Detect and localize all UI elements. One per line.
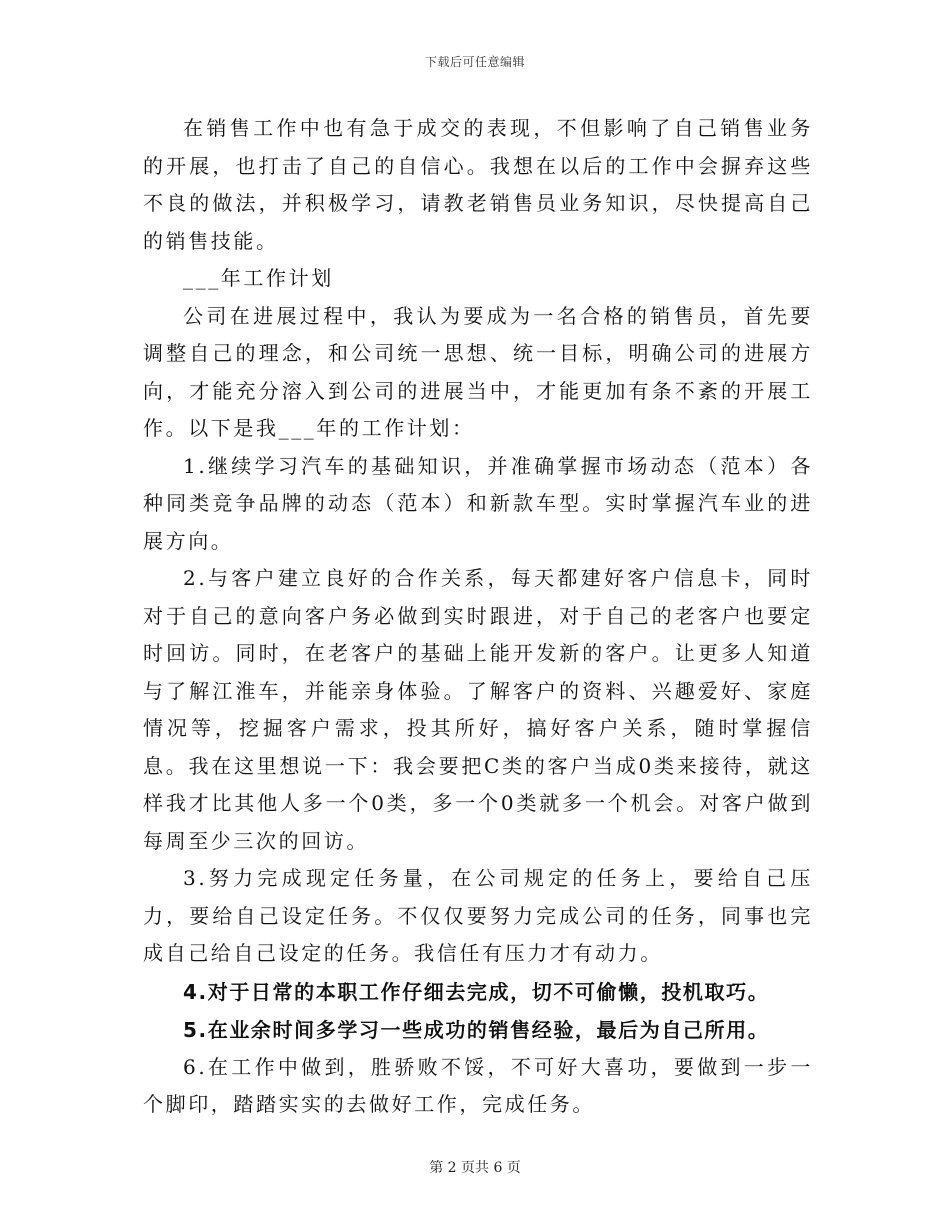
paragraph-item-5: 5.在业余时间多学习一些成功的销售经验，最后为自己所用。 <box>183 1017 770 1042</box>
paragraph-item-3: 3.努力完成现定任务量，在公司规定的任务上，要给自己压力，要给自己设定任务。不仅仅要努力完成公司的任务，同事也完成自己给自己设定的任务。我信任有压力才有动力。 <box>143 866 813 965</box>
paragraph-item-4: 4.对于日常的本职工作仔细去完成，切不可偷懒，投机取巧。 <box>183 979 770 1004</box>
paragraph-sales-reflection: 在销售工作中也有急于成交的表现，不但影响了自己销售业务的开展，也打击了自己的自信心。我想在以后的工作中会摒弃这些不良的做法，并积极学习，请教老销售员业务知识，尽快提高自己的销售技能。 <box>143 116 813 253</box>
paragraph-plan-heading: ___年工作计划 <box>183 266 334 290</box>
page-header-note: 下载后可任意编辑 <box>424 55 525 69</box>
paragraph-item-6: 6.在工作中做到，胜骄败不馁，不可好大喜功，要做到一步一个脚印，踏踏实实的去做好工作，完成任务。 <box>143 1054 813 1116</box>
document-body <box>143 110 813 1124</box>
paragraph-plan-intro: 公司在进展过程中，我认为要成为一名合格的销售员，首先要调整自己的理念，和公司统一思想、统一目标，明确公司的进展方向，才能充分溶入到公司的进展当中，才能更加有条不紊的开展工作。以下是我___年的工作计划： <box>143 303 813 440</box>
page-number-footer: 第 2 页共 6 页 <box>429 1160 521 1176</box>
paragraph-item-1: 1.继续学习汽车的基础知识，并准确掌握市场动态（范本）各种同类竞争品牌的动态（范本）和新款车型。实时掌握汽车业的进展方向。 <box>143 453 813 553</box>
paragraph-item-2: 2.与客户建立良好的合作关系，每天都建好客户信息卡，同时对于自己的意向客户务必做到实时跟进，对于自己的老客户也要定时回访。同时，在老客户的基础上能开发新的客户。让更多人知道与了解江淮车，并能亲身体验。了解客户的资料、兴趣爱好、家庭情况等，挖掘客户需求，投其所好，搞好客户关系，随时掌握信息。我在这里想说一下：我会要把C类的客户当成0类来接待，就这样我才比其他人多一个0类，多一个0类就多一个机会。对客户做到每周至少三次的回访。 <box>143 566 813 853</box>
